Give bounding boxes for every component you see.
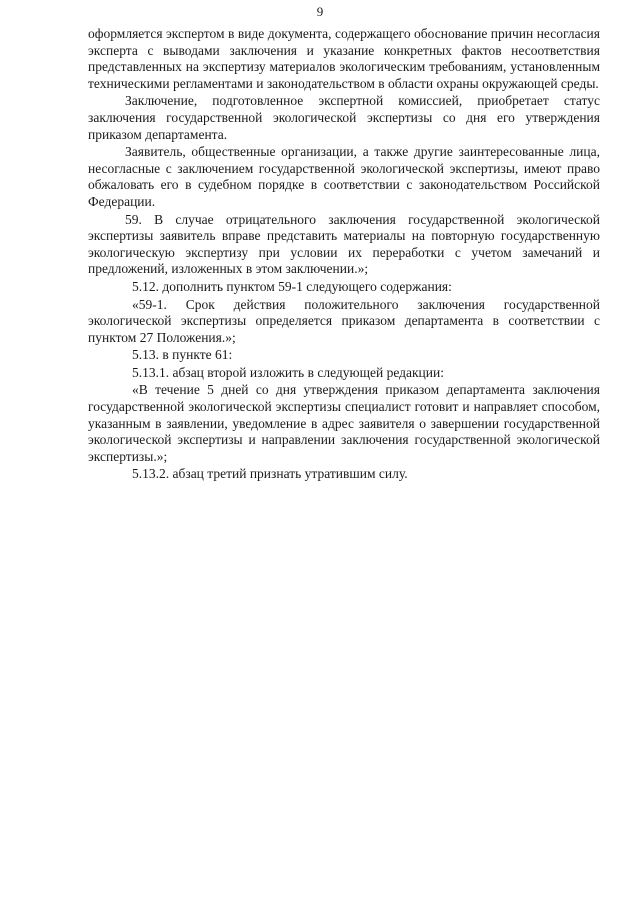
paragraph-item-59: 59. В случае отрицательного заключения государственной экологической экспертизы заявитель вправе представить материалы на повторную государственную экологическую экспертизу при условии их переработки с учетом замечаний и предложений, изложенных в этом заключении.»; [88, 211, 600, 277]
document-body [88, 26, 600, 484]
paragraph-amendment-5-13: 5.13. в пункте 61: [132, 347, 233, 363]
paragraph-amendment-5-12: 5.12. дополнить пунктом 59-1 следующего содержания: [132, 278, 452, 294]
paragraph-item-59-1: «59-1. Срок действия положительного заключения государственной экологической экспертизы определяется приказом департамента в соответствии с пунктом 27 Положения.»; [88, 296, 600, 345]
paragraph-conclusion-status: Заключение, подготовленное экспертной комиссией, приобретает статус заключения государственной экологической экспертизы со дня его утверждения приказом департамента. [88, 93, 600, 142]
page-number: 9 [316, 4, 324, 19]
paragraph-appeal-right: Заявитель, общественные организации, а также другие заинтересованные лица, несогласные с заключением государственной экологической экспертизы, имеют право обжаловать его в судебном порядке в соответствии с законодательством Российской Федерации. [88, 144, 600, 209]
paragraph-amendment-5-13-1: 5.13.1. абзац второй изложить в следующей редакции: [132, 364, 444, 380]
paragraph-amendment-5-13-2: 5.13.2. абзац третий признать утратившим силу. [132, 466, 408, 482]
paragraph-notification-text: «В течение 5 дней со дня утверждения приказом департамента заключения государственной экологической экспертизы специалист готовит и направляет способом, указанным в заявлении, уведомление в адрес заявителя о завершении государственной экологической экспертизы и направлении заключения государственной экологической экспертизы.»; [88, 382, 600, 464]
paragraph-dissent-continuation: оформляется экспертом в виде документа, содержащего обоснование причин несогласия эксперта с выводами заключения и указание конкретных фактов несоответствия представленных на экспертизу материалов экологическим требованиям, установленным техническими регламентами и законодательством в области охраны окружающей среды. [88, 26, 600, 91]
